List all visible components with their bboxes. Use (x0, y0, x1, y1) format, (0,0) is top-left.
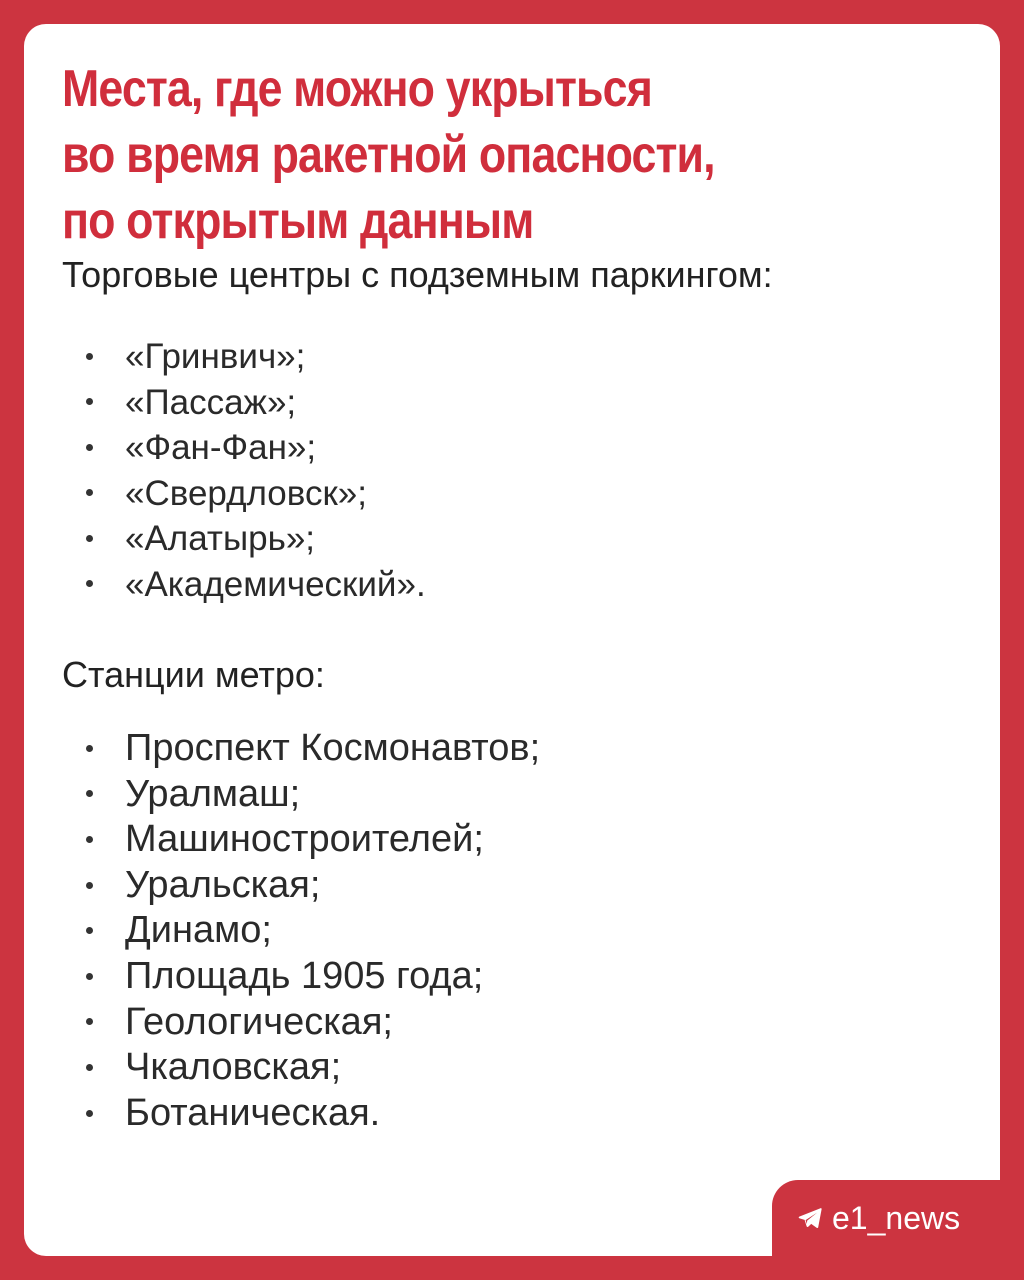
bullet-icon (86, 535, 93, 542)
title-line-1: Места, где можно укрыться (62, 60, 652, 118)
channel-badge[interactable] (772, 1180, 1024, 1280)
bullet-icon (86, 444, 93, 451)
list-item-label: Машиностроителей; (125, 818, 484, 861)
metro-heading: Станции метро: (62, 654, 325, 695)
list-item (82, 772, 540, 818)
channel-link[interactable] (798, 1196, 960, 1240)
list-item (82, 954, 540, 1000)
bullet-icon (86, 973, 93, 980)
bullet-icon (86, 882, 93, 889)
list-item-label: «Свердловск»; (125, 473, 367, 513)
malls-heading: Торговые центры с подземным паркингом: (62, 254, 773, 295)
list-item (82, 425, 426, 471)
list-item (82, 1091, 540, 1137)
list-item-label: «Гринвич»; (125, 337, 306, 376)
list-item-label: Чкаловская; (125, 1046, 342, 1089)
list-item (82, 516, 426, 562)
bullet-icon (86, 1018, 93, 1025)
bullet-icon (86, 1064, 93, 1071)
list-item (82, 817, 540, 863)
channel-handle[interactable]: e1_news (832, 1200, 961, 1236)
list-item (82, 1000, 540, 1046)
metro-list (82, 726, 540, 1136)
list-item-label: Площадь 1905 года; (125, 954, 484, 997)
list-item-label: «Фан-Фан»; (125, 428, 317, 467)
bullet-icon (86, 836, 93, 843)
list-item-label: Проспект Космонавтов; (125, 727, 541, 769)
list-item-label: Уралмаш; (125, 772, 301, 815)
page-title (62, 56, 836, 254)
list-item-label: «Академический». (125, 564, 426, 604)
list-item (82, 334, 426, 380)
list-item (82, 471, 426, 517)
bullet-icon (86, 790, 93, 797)
list-item (82, 562, 426, 608)
malls-list (82, 334, 426, 607)
list-item (82, 1045, 540, 1091)
title-line-3: по открытым данным (62, 192, 534, 250)
list-item-label: «Алатырь»; (125, 519, 316, 558)
list-item-label: Уральская; (125, 863, 321, 906)
bullet-icon (86, 1110, 93, 1117)
bullet-icon (86, 745, 93, 752)
bullet-icon (86, 580, 93, 587)
bullet-icon (86, 353, 93, 360)
bullet-icon (86, 489, 93, 496)
list-item (82, 726, 540, 772)
list-item-label: Геологическая; (125, 1000, 393, 1043)
telegram-icon (798, 1207, 822, 1229)
bullet-icon (86, 398, 93, 405)
list-item-label: Ботаническая. (125, 1091, 381, 1134)
list-item-label: Динамо; (125, 909, 272, 952)
bullet-icon (86, 927, 93, 934)
title-line-2: во время ракетной опасности, (62, 126, 715, 184)
list-item (82, 908, 540, 954)
list-item (82, 380, 426, 426)
list-item (82, 863, 540, 909)
list-item-label: «Пассаж»; (125, 382, 297, 422)
